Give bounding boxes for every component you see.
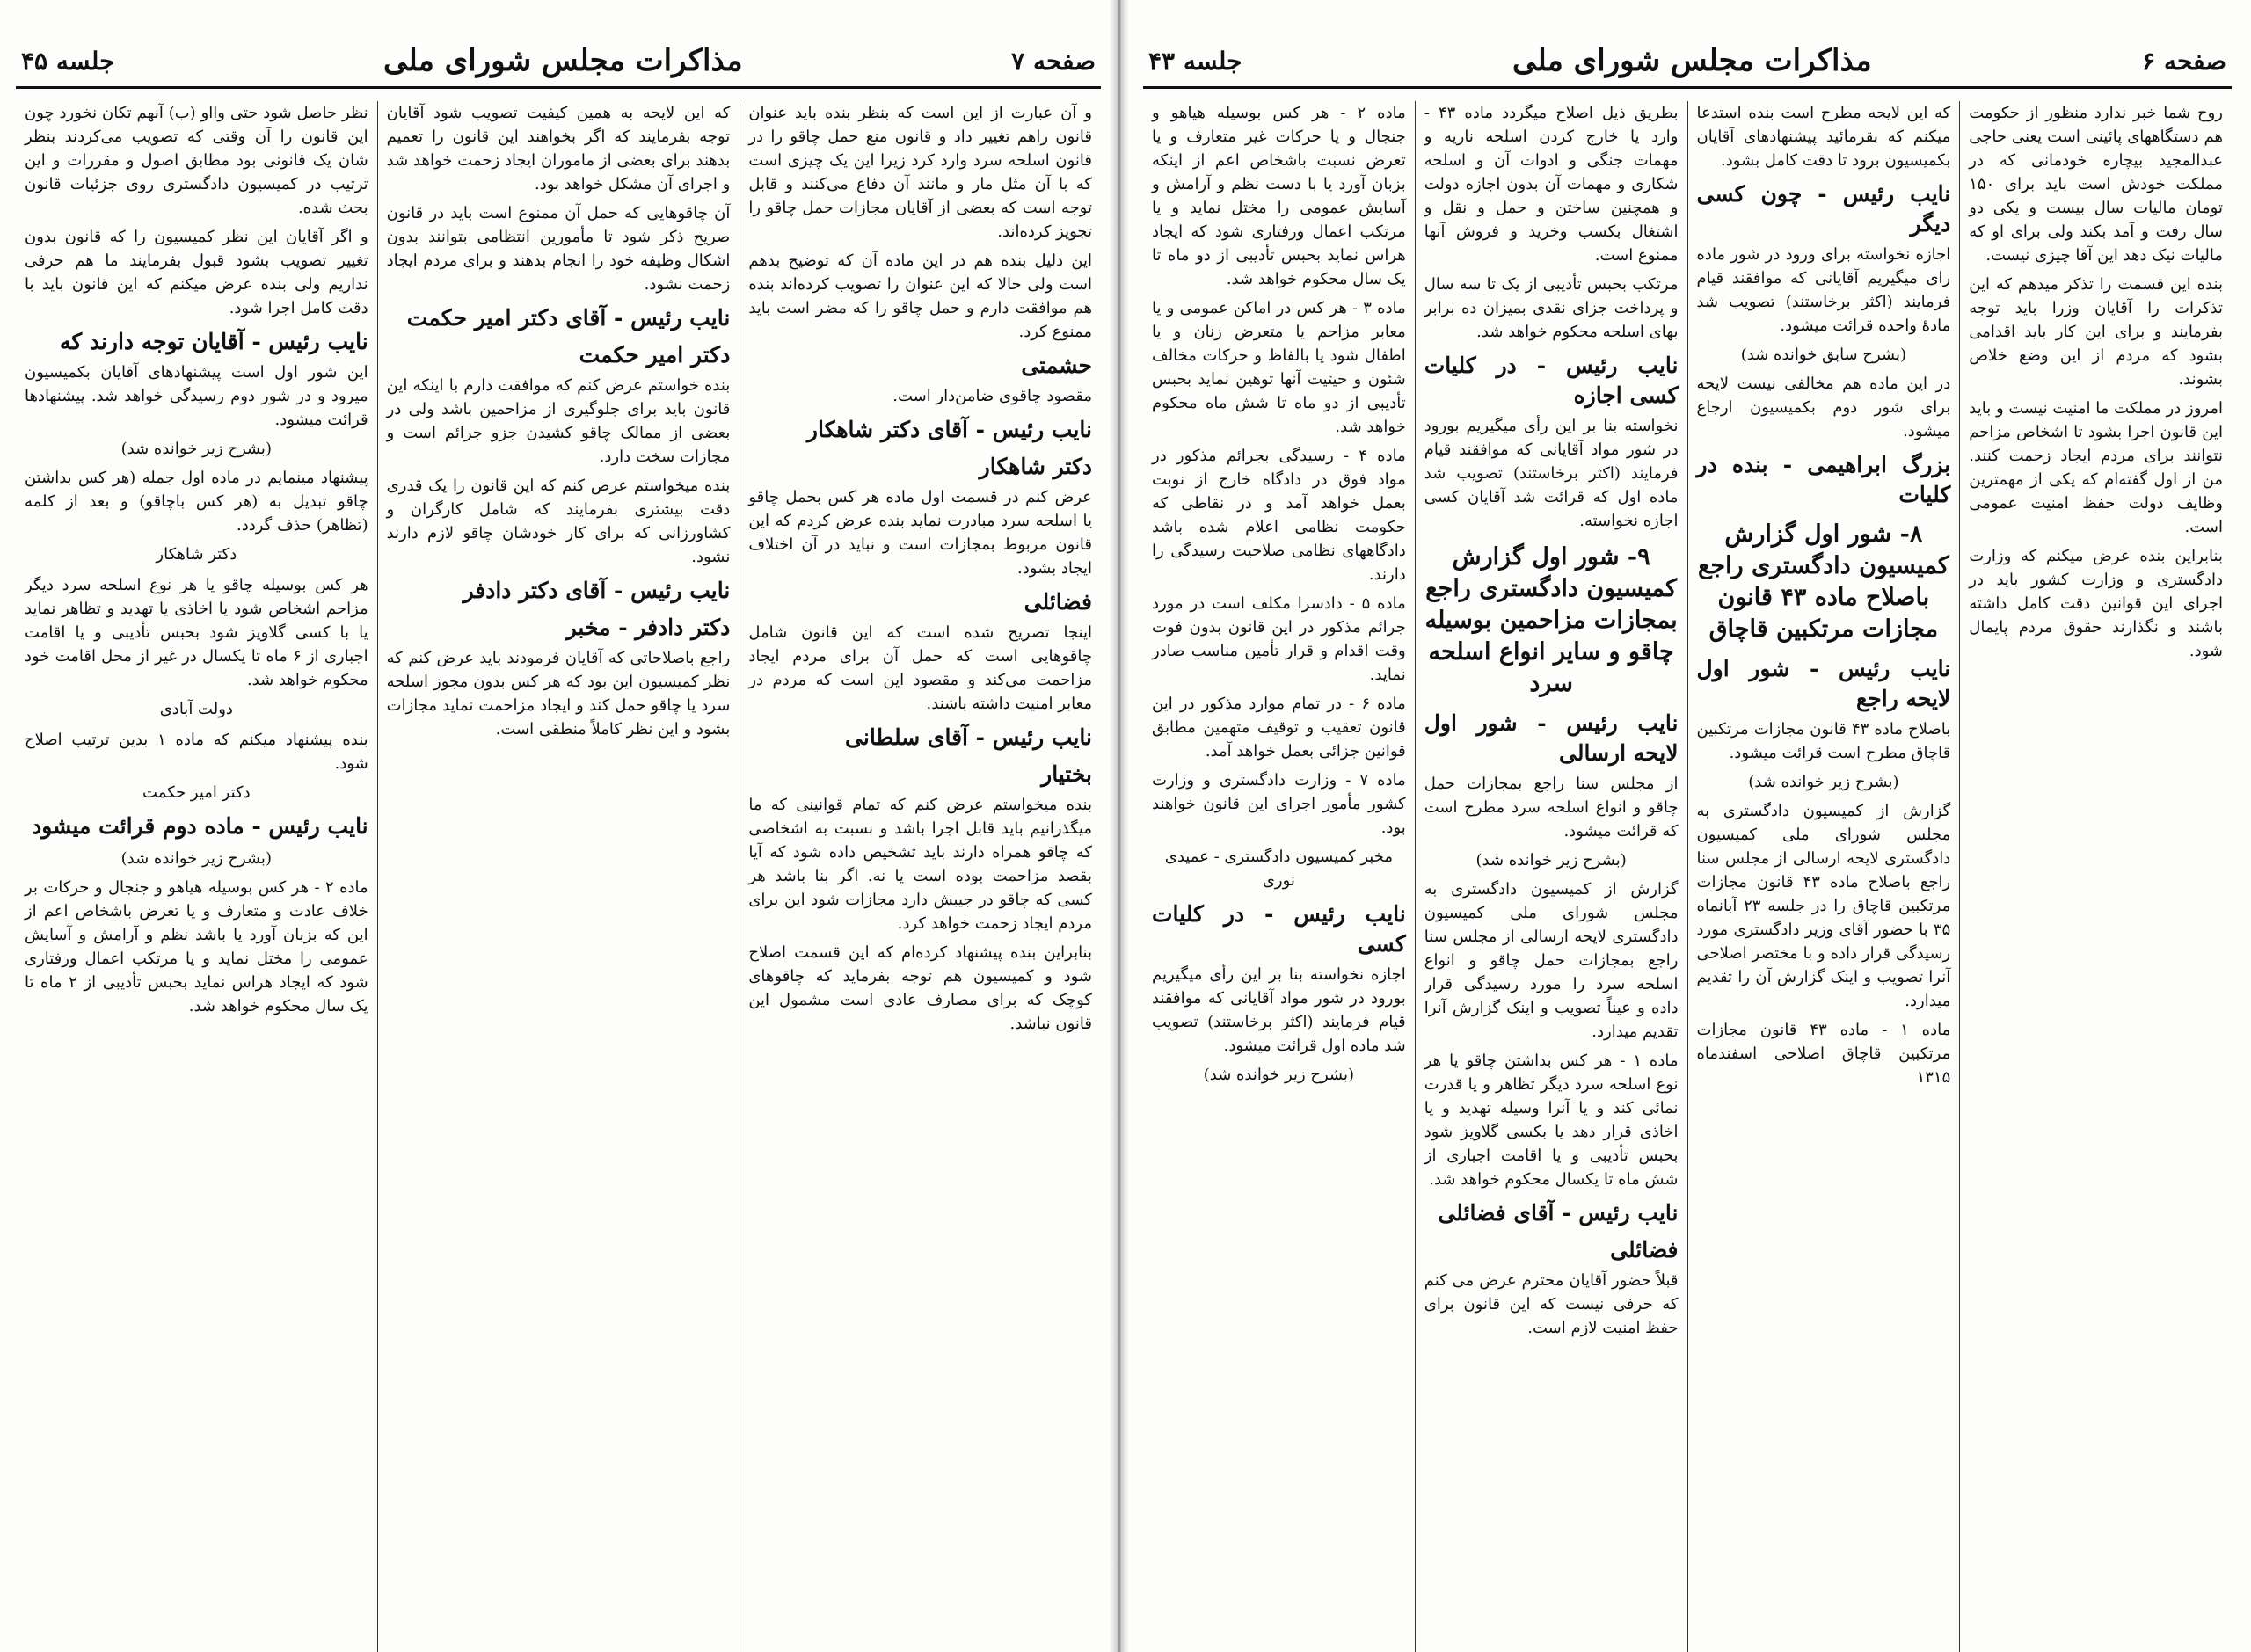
left-page [0, 0, 1117, 1652]
right-page [1117, 0, 2251, 1652]
paragraph: قبلاً حضور آقایان محترم عرض می کنم که حرفی نیست که این قانون برای حفظ امنیت لازم است. [1424, 1271, 1679, 1337]
paragraph: ماده ۷ - وزارت دادگستری و وزارت کشور مأمور اجرای این قانون خواهند بود. [1152, 771, 1406, 837]
paragraph: اینجا تصریح شده است که این قانون شامل چاقوهایی است که حمل آن برای مردم ایجاد مزاحمت می‌کند و مقصود این است که مردم در معابر امنیت داشته باشند. [748, 623, 1092, 713]
reading-note: (بشرح سابق خوانده شد) [1740, 346, 1906, 364]
speaker-name: نایب رئیس - آقای فضائلی [1438, 1200, 1679, 1226]
paragraph: و آن عبارت از این است که بنظر بنده باید عنوان قانون راهم تغییر داد و قانون منع حمل چاقو را در قانون اسلحه سرد وارد کرد زیرا این یک چیزی است که با آن مثل مار و مانند آن دفاع می‌کنند و قابل توجه است که بعضی از آقایان مجازات حمل چاقو را تجویز کرده‌اند. [748, 104, 1092, 241]
paragraph: آن چاقوهایی که حمل آن ممنوع است باید در قانون صریح ذکر شود تا مأمورین انتظامی بتوانند بدون اشکال وظیفه خود را انجام بدهند و برای مردم ایجاد زحمت نشود. [386, 204, 731, 294]
paragraph: اجازه نخواسته برای ورود در شور ماده رای میگیریم آقایانی که موافقند قیام فرمایند (اکثر برخاستند) تصویب شد مادهٔ واحده قرائت میشود. [1696, 245, 1951, 335]
paragraph: ماده ۱ - ماده ۴۳ قانون مجازات مرتکبین قاچاق اصلاحی اسفندماه ۱۳۱۵ [1696, 1021, 1951, 1087]
speaker-name: بزرگ ابراهیمی - بنده در کلیات [1696, 452, 1951, 507]
paragraph: و اگر آقایان این نظر کمیسیون را که قانون بدون تغییر تصویب بشود قبول بفرمایند ما هم حرفی نداریم ولی بنده عرض میکنم که این قانون باید با دقت کامل اجرا شود. [24, 228, 368, 317]
left-page-header [16, 35, 1101, 89]
paragraph: ماده ۶ - در تمام موارد مذکور در این قانون تعقیب و توقیف متهمین مطابق قوانین جزائی بعمل خواهد آمد. [1152, 695, 1406, 761]
paragraph: راجع باصلاحاتی که آقایان فرمودند باید عرض کنم که نظر کمیسیون این بود که هر کس بدون مجوز اسلحه سرد یا چاقو حمل کند و ایجاد مزاحمت نماید مجازات بشود و این نظر کاملاً منطقی است. [386, 649, 731, 739]
speaker-name: فضائلی [1024, 589, 1092, 615]
speaker-name: نایب رئیس - ماده دوم قرائت میشود [32, 813, 368, 839]
speaker-name: نایب رئیس - آقای دکتر امیر حکمت [406, 305, 731, 331]
speaker-name: نایب رئیس - آقای سلطانی [845, 724, 1092, 750]
section-heading: ۹- شور اول گزارش کمیسیون دادگستری راجع بمجازات مزاحمین بوسیله چاقو و سایر انواع اسلحه سرد [1424, 543, 1678, 697]
signature: مخبر کمیسیون دادگستری - عمیدی نوری [1164, 848, 1393, 890]
left-column-3 [16, 101, 377, 1652]
paragraph: نظر حاصل شود حتی وااو (ب) آنهم تکان نخورد چون این قانون را آن وقتی که تصویب می‌کردند بنظر شان یک قانونی بود مطابق اصول و مقررات و این ترتیب در کمیسیون دادگستری روی جزئیات قانون بحث شده. [24, 104, 368, 217]
paragraph: گزارش از کمیسیون دادگستری به مجلس شورای ملی کمیسیون دادگستری لایحه ارسالی از مجلس سنا راجع بمجازات حمل چاقو و انواع اسلحه سرد را مورد رسیدگی قرار داده و عیناً تصویب و اینک گزارش آنرا تقدیم میدارد. [1424, 880, 1679, 1041]
reading-note: (بشرح زیر خوانده شد) [1748, 773, 1899, 791]
reading-note: (بشرح زیر خوانده شد) [1475, 851, 1627, 870]
paragraph: نخواسته بنا بر این رأی میگیریم بورود در شور مواد آقایانی که موافقند قیام فرمایند (اکثر برخاستند) تصویب شد ماده اول که قرائت شد آقایان کسی اجازه نخواسته. [1424, 417, 1679, 530]
paragraph: بطریق ذیل اصلاح میگردد ماده ۴۳ - وارد یا خارج کردن اسلحه ناریه و مهمات جنگی و ادوات آن و اسلحه شکاری و مهمات آن بدون اجازه دولت و همچنین ساختن و حمل و نقل و اشتغال بکسب وخرید و فروش آنها ممنوع است. [1424, 104, 1679, 265]
speaker-name: نایب رئیس - آقایان توجه دارند که [59, 329, 368, 354]
signature: دولت آبادی [159, 700, 233, 718]
reading-note: (بشرح زیر خوانده شد) [120, 440, 272, 458]
reading-note: (بشرح زیر خوانده شد) [120, 849, 272, 868]
paragraph: مرتکب بحبس تأدیبی از یک تا سه سال و پرداخت جزای نقدی بمیزان ده برابر بهای اسلحه محکوم خواهد شد. [1424, 275, 1679, 341]
paragraph: گزارش از کمیسیون دادگستری به مجلس شورای ملی کمیسیون دادگستری لایحه ارسالی از مجلس سنا راجع باصلاح ماده ۴۳ قانون مجازات مرتکبین قاچاق را در جلسه ۲۳ آبانماه ۳۵ با حضور آقای وزیر دادگستری مورد رسیدگی قرار داده و با مختصر اصلاحی آنرا تصویب و اینک گزارش آن را تقدیم میدارد. [1696, 802, 1951, 1010]
speaker-name: نایب رئیس - شور اول لایحه ارسالی [1424, 710, 1679, 766]
paragraph: روح شما خبر ندارد منظور از حکومت هم دستگاههای پائینی است یعنی حاجی عبدالمجید بیچاره خودمانی که در مملکت خودش است باید برای ۱۵۰ تومان مالیات سال بیست و یکی دو سال رفت و آمد بکند ولی برای او که مالیات نیک دهد این آقا چیزی نیست. [1969, 104, 2223, 265]
speaker-name: نایب رئیس - در کلیات کسی [1152, 901, 1406, 957]
paragraph: مقصود چاقوی ضامن‌دار است. [892, 387, 1092, 405]
speaker-name: حشمتی [1021, 353, 1092, 378]
paragraph: بنده خواستم عرض کنم که موافقت دارم با اینکه این قانون باید برای جلوگیری از مزاحمین باشد ولی در بعضی از ممالک چاقو کشیدن جزو جرائم است و مجازات سخت دارد. [386, 376, 731, 466]
speaker-name: نایب رئیس - شور اول لایحه راجع [1696, 656, 1951, 711]
paragraph: ماده ۲ - هر کس بوسیله هیاهو و جنجال و حرکات بر خلاف عادت و متعارف و یا تعرض باشخاص اعم از این که بزبان آورد یا باشد نظم و آرامش و آسایش عمومی را مختل نماید و یا مرتکب اعمال ورفتاری شود که ایجاد هراس نماید بحبس تأدیبی از ۲ ماه تا یک سال محکوم خواهد شد. [24, 878, 368, 1015]
paragraph: پیشنهاد مینمایم در ماده اول جمله (هر کس بداشتن چاقو تبدیل به (هر کس باچاقو) و بعد از کلمه (تظاهر) حذف گردد. [24, 469, 368, 535]
left-column-2 [377, 101, 739, 1652]
paragraph: ماده ۱ - هر کس بداشتن چاقو یا هر نوع اسلحه سرد دیگر تظاهر و یا قدرت نمائی کند و یا آنرا وسیله تهدید و یا اخاذی قرار دهد یا بکسی گلاویز شود بحبس تأدیبی و یا اقامت اجباری از شش ماه تا یکسال محکوم خواهد شد. [1424, 1052, 1679, 1189]
paragraph: ماده ۲ - هر کس بوسیله هیاهو و جنجال و یا حرکات غیر متعارف و یا تعرض نسبت باشخاص اعم از اینکه بزبان آورد یا با دست نظم و آرامش و آسایش عمومی را مختل نماید و یا مرتکب اعمال ورفتاری شود که ایجاد هراس نماید بحبس تأدیبی از دو ماه تا یک سال محکوم خواهد شد. [1152, 104, 1406, 288]
right-columns [1143, 101, 2232, 1652]
paragraph: بنده این قسمت را تذکر میدهم که این تذکرات را آقایان وزرا باید توجه بفرمایند و برای این کار باید اقدامی بشود که مردم از این وضع خلاص بشوند. [1969, 275, 2223, 389]
right-page-title: مذاکرات مجلس شورای ملی [1512, 43, 1872, 78]
paragraph: هر کس بوسیله چاقو یا هر نوع اسلحه سرد دیگر مزاحم اشخاص شود یا اخاذی یا تهدید و تظاهر نماید یا با کسی گلاویز شود بحبس تأدیبی و یا اقامت اجباری از ۶ ماه تا یکسال در غیر از محل اقامت خود محکوم خواهد شد. [24, 576, 368, 689]
paragraph: در این ماده هم مخالفی نیست لایحه برای شور دوم بکمیسیون ارجاع میشود. [1696, 375, 1951, 440]
speaker-name: بختیار [1041, 761, 1092, 787]
paragraph: این دلیل بنده هم در این ماده آن که توضیح بدهم است ولی حالا که این عنوان را تصویب کرده‌اند بنده هم موافقت دارم و حمل چاقو را که مضر است باید ممنوع کرد. [748, 251, 1092, 341]
signature: دکتر شاهکار [156, 545, 237, 564]
left-session-number: جلسه ۴۵ [21, 46, 115, 76]
right-column-2 [1687, 101, 1960, 1652]
paragraph: که این لایحه به همین کیفیت تصویب شود آقایان توجه بفرمایند که اگر بخواهند این قانون را تعمیم بدهند برای بعضی از ماموران ایجاد زحمت خواهد شد و اجرای آن مشکل خواهد بود. [386, 104, 731, 193]
paragraph: از مجلس سنا راجع بمجازات حمل چاقو و انواع اسلحه سرد مطرح است که قرائت میشود. [1424, 775, 1679, 841]
right-column-1 [1959, 101, 2232, 1652]
speaker-name: نایب رئیس - آقای دکتر دادفر [463, 578, 731, 603]
paragraph: این شور اول است پیشنهادهای آقایان بکمیسیون میرود و در شور دوم رسیدگی خواهد شد. پیشنهادها قرائت میشود. [24, 363, 368, 429]
left-columns [16, 101, 1101, 1652]
paragraph: باصلاح ماده ۴۳ قانون مجازات مرتکبین قاچاق مطرح است قرائت میشود. [1696, 720, 1951, 762]
paragraph: اجازه نخواسته بنا بر این رأی میگیریم بورود در شور مواد آقایانی که موافقند قیام فرمایند (اکثر برخاستند) تصویب شد ماده اول قرائت میشود. [1152, 965, 1406, 1055]
paragraph: ماده ۴ - رسیدگی بجرائم مذکور در مواد فوق در دادگاه خارج از نوبت بعمل خواهد آمد و در نقاطی که حکومت نظامی اعلام شده باشد دادگاههای نظامی صلاحیت رسیدگی را دارند. [1152, 447, 1406, 584]
speaker-name: نایب رئیس - آقای دکتر شاهکار [806, 417, 1092, 442]
speaker-name: نایب رئیس - در کلیات کسی اجازه [1424, 353, 1679, 408]
paragraph: ماده ۳ - هر کس در اماکن عمومی و یا معابر مزاحم یا متعرض زنان و یا اطفال شود یا بالفاظ و حرکات مخالف شئون و حیثیت آنها توهین نماید بحبس تأدیبی از دو ماه تا شش ماه محکوم خواهد شد. [1152, 299, 1406, 436]
paragraph: بنده میخواستم عرض کنم که این قانون را یک قدری دقت بیشتری بفرمایند که شامل کارگران و کشاورزانی که برای کار خودشان چاقو لازم دارند نشود. [386, 477, 731, 566]
paragraph: امروز در مملکت ما امنیت نیست و باید این قانون اجرا بشود تا اشخاص مزاحم نتوانند برای مردم ایجاد زحمت کنند. من از اول گفته‌ام که یکی از مهمترین وظایف دولت حفظ امنیت عمومی است. [1969, 399, 2223, 536]
paragraph: بنده میخواستم عرض کنم که تمام قوانینی که ما میگذرانیم باید قابل اجرا باشد و نسبت به اشخاصی که چاقو همراه دارند باید تشخیص داده شود که آیا بقصد مزاحمت بوده است یا نه. اگر بنا باشد هر کسی که چاقو در جیبش دارد مجازات شود این برای مردم ایجاد زحمت خواهد کرد. [748, 796, 1092, 933]
speaker-name: دکتر شاهکار [979, 454, 1092, 479]
left-column-1 [739, 101, 1101, 1652]
section-heading: ۸- شور اول گزارش کمیسیون دادگستری راجع باصلاح ماده ۴۳ قانون مجازات مرتکبین قاچاق [1698, 520, 1949, 643]
speaker-name: دکتر امیر حکمت [579, 342, 731, 368]
paragraph: که این لایحه مطرح است بنده استدعا میکنم که بقرمائید پیشنهادهای آقایان بکمیسیون برود تا دقت کامل بشود. [1696, 104, 1951, 170]
right-page-header [1143, 35, 2232, 89]
paragraph: بنابراین بنده پیشنهاد کرده‌ام که این قسمت اصلاح شود و کمیسیون هم توجه بفرماید که چاقوهای کوچک که برای مصارف عادی است مشمول این قانون نباشد. [748, 943, 1092, 1033]
right-session-number: جلسه ۴۳ [1148, 46, 1242, 76]
right-column-3 [1415, 101, 1687, 1652]
speaker-name: نایب رئیس - چون کسی دیگر [1696, 181, 1951, 237]
speaker-name: فضائلی [1610, 1237, 1679, 1263]
paragraph: بنده پیشنهاد میکنم که ماده ۱ بدین ترتیب اصلاح شود. [24, 731, 368, 773]
signature: دکتر امیر حکمت [142, 783, 251, 802]
paragraph: بنابراین بنده عرض میکنم که وزارت دادگستری و وزارت کشور باید در اجرای این قوانین دقت کامل داشته باشند و نگذارند حقوق مردم پایمال شود. [1969, 547, 2223, 660]
reading-note: (بشرح زیر خوانده شد) [1203, 1066, 1355, 1084]
left-page-title: مذاکرات مجلس شورای ملی [383, 43, 743, 78]
paragraph: عرض کنم در قسمت اول ماده هر کس بحمل چاقو یا اسلحه سرد مبادرت نماید بنده عرض کردم که این قانون مربوط بمجازات است و نباید در آن اختلاف ایجاد بشود. [748, 488, 1092, 578]
right-page-number: صفحه ۶ [2142, 46, 2226, 76]
right-column-4 [1143, 101, 1415, 1652]
paragraph: ماده ۵ - دادسرا مکلف است در مورد جرائم مذکور در این قانون بدون فوت وقت اقدام و قرار تأمین مناسب صادر نماید. [1152, 594, 1406, 684]
speaker-name: دکتر دادفر - مخبر [565, 615, 731, 640]
left-page-number: صفحه ۷ [1011, 46, 1096, 76]
